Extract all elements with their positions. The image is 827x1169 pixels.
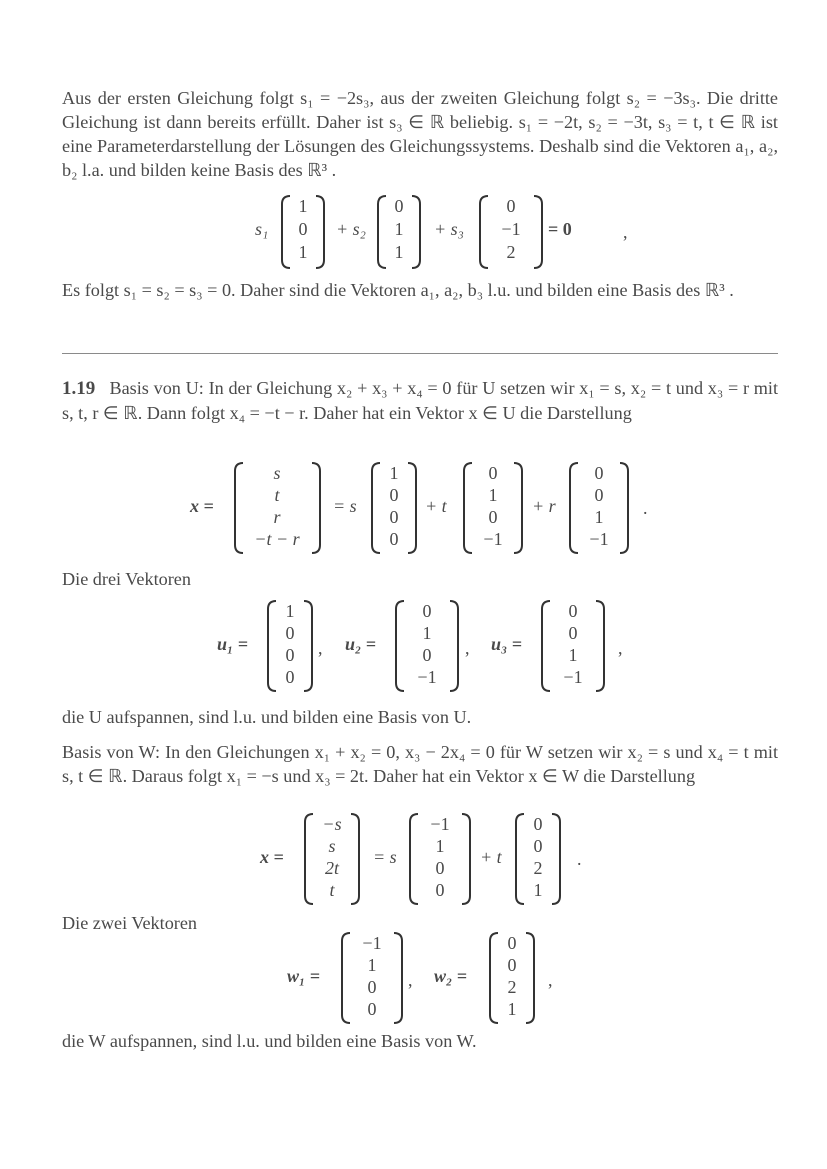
eq5-w1-entry-3: 0 <box>367 977 377 997</box>
eq3-u1-left-bracket <box>268 601 276 691</box>
eq4-v2-right-bracket <box>552 814 560 904</box>
eq1-end-punct: , <box>623 222 628 242</box>
eq5-name-w2: w₂ = <box>434 966 468 986</box>
eq4-v1-entry-3: 0 <box>435 858 445 878</box>
eq1-v2-entry-2: 1 <box>394 219 404 239</box>
eq5-w2-entry-4: 1 <box>507 999 517 1019</box>
eq1-v1-left-bracket <box>282 196 290 268</box>
equation-4-svg <box>0 811 827 907</box>
equation-3-svg <box>0 598 827 694</box>
equation-basis-W <box>0 930 827 1030</box>
eq1-v2-entry-1: 0 <box>394 196 404 216</box>
eq3-u3-entry-4: −1 <box>563 667 583 687</box>
eq5-w2-left-bracket <box>490 933 498 1023</box>
eq2-v1-entry-2: 0 <box>389 485 399 505</box>
paragraph-basis-W-intro: Basis von W: In den Gleichungen x₁ + x₂ = 0, x₃ − 2x₄ = 0 für W setzen wir x₂ = s und x₄ = t mit s, t ∈ ℝ. Daraus folgt x₁ = −s und x₃ = 2t. Daher hat ein Vektor x ∈ W die Darstellung <box>62 742 778 786</box>
eq1-coef3: + s₃ <box>434 219 464 239</box>
eq3-u1-right-bracket <box>304 601 312 691</box>
eq2-v3-entry-4: −1 <box>589 529 609 549</box>
eq1-coef1: s₁ <box>255 219 269 239</box>
eq2-v2-entry-2: 1 <box>488 485 498 505</box>
eq2-v2-right-bracket <box>514 463 522 553</box>
eq5-w1-right-bracket <box>394 933 402 1023</box>
eq3-end-punct: , <box>618 638 623 658</box>
eq2-v0-entry-4: −t − r <box>254 529 300 549</box>
eq5-w1-entry-2: 1 <box>367 955 377 975</box>
equation-parametrization-W <box>0 811 827 911</box>
eq4-coef2: + t <box>480 847 502 867</box>
eq3-u2-entry-2: 1 <box>422 623 432 643</box>
eq3-u2-entry-1: 0 <box>422 601 432 621</box>
equation-parametrization-U <box>0 460 827 560</box>
eq1-v2-left-bracket <box>378 196 386 268</box>
eq4-v2-left-bracket <box>516 814 524 904</box>
eq2-v2-left-bracket <box>464 463 472 553</box>
eq5-w2-entry-1: 0 <box>507 933 517 953</box>
eq1-v3-left-bracket <box>480 196 488 268</box>
eq4-v1-entry-4: 0 <box>435 880 445 900</box>
paragraph-solution-independent: Es folgt s₁ = s₂ = s₃ = 0. Daher sind die Vektoren a₁, a₂, b₃ l.u. und bilden eine Basis des ℝ³ . <box>62 280 734 300</box>
eq4-v1-entry-2: 1 <box>435 836 445 856</box>
eq2-end-punct: . <box>643 498 648 518</box>
eq2-v1-right-bracket <box>408 463 416 553</box>
eq2-coef2: + t <box>425 496 447 516</box>
eq2-v3-entry-3: 1 <box>594 507 604 527</box>
paragraph-three-vectors: Die drei Vektoren <box>62 569 191 589</box>
eq1-rhs: = 0 <box>548 219 572 239</box>
eq4-coef1: = s <box>373 847 397 867</box>
eq4-end-punct: . <box>577 849 582 869</box>
eq3-name-u3: u₃ = <box>491 634 523 654</box>
eq3-u3-right-bracket <box>596 601 604 691</box>
eq5-w2-entry-2: 0 <box>507 955 517 975</box>
eq5-w2-entry-3: 2 <box>507 977 517 997</box>
equation-linear-combination-1 <box>0 192 827 292</box>
eq3-u2-entry-4: −1 <box>417 667 437 687</box>
eq2-v0-entry-3: r <box>273 507 281 527</box>
eq3-u3-entry-3: 1 <box>568 645 578 665</box>
eq2-lhs: x = <box>190 496 214 516</box>
eq3-u1-entry-4: 0 <box>285 667 295 687</box>
eq3-u3-entry-1: 0 <box>568 601 578 621</box>
eq2-v0-left-bracket <box>235 463 243 553</box>
eq1-v1-entry-3: 1 <box>298 242 308 262</box>
eq3-u2-entry-3: 0 <box>422 645 432 665</box>
eq5-sep: , <box>408 970 413 990</box>
eq2-v2-entry-3: 0 <box>488 507 498 527</box>
eq4-v1-left-bracket <box>410 814 418 904</box>
eq2-coef1: = s <box>333 496 357 516</box>
paragraph-two-vectors: Die zwei Vektoren <box>62 913 198 933</box>
eq4-v0-entry-1: −s <box>322 814 342 834</box>
eq2-v0-entry-1: s <box>273 463 281 483</box>
eq3-name-u2: u₂ = <box>345 634 377 654</box>
eq2-v3-left-bracket <box>570 463 578 553</box>
eq4-v0-entry-3: 2t <box>324 858 340 878</box>
eq2-v2-entry-4: −1 <box>483 529 503 549</box>
equation-basis-U <box>0 598 827 698</box>
section-number: 1.19 <box>62 378 96 399</box>
paragraph-basis-W: die W aufspannen, sind l.u. und bilden eine Basis von W. <box>62 1031 477 1051</box>
eq1-v1-right-bracket <box>316 196 324 268</box>
eq1-v3-right-bracket <box>534 196 542 268</box>
eq2-coef3: + r <box>532 496 556 516</box>
eq2-v1-entry-4: 0 <box>389 529 399 549</box>
eq2-v1-entry-3: 0 <box>389 507 399 527</box>
eq1-v3-entry-3: 2 <box>506 242 516 262</box>
eq2-v3-entry-2: 0 <box>594 485 604 505</box>
eq3-name-u1: u₁ = <box>217 634 249 654</box>
section-1-19-intro <box>62 376 778 425</box>
eq4-v0-left-bracket <box>305 814 313 904</box>
equation-1-svg <box>0 192 827 272</box>
eq4-v1-entry-1: −1 <box>430 814 450 834</box>
section-divider <box>62 353 778 354</box>
eq3-sep-2: , <box>465 638 470 658</box>
eq1-coef2: + s₂ <box>336 219 366 239</box>
eq4-v0-entry-4: t <box>329 880 335 900</box>
eq3-u3-left-bracket <box>542 601 550 691</box>
eq2-v2-entry-1: 0 <box>488 463 498 483</box>
eq3-u1-entry-3: 0 <box>285 645 295 665</box>
eq4-v0-right-bracket <box>351 814 359 904</box>
eq4-lhs: x = <box>260 847 284 867</box>
eq2-v1-entry-1: 1 <box>389 463 399 483</box>
eq5-w2-right-bracket <box>526 933 534 1023</box>
eq3-sep-1: , <box>318 638 323 658</box>
eq5-w1-entry-1: −1 <box>362 933 382 953</box>
eq1-v3-entry-2: −1 <box>501 219 521 239</box>
eq5-w1-left-bracket <box>342 933 350 1023</box>
eq2-v3-right-bracket <box>620 463 628 553</box>
eq5-end-punct: , <box>548 970 553 990</box>
eq3-u1-entry-2: 0 <box>285 623 295 643</box>
eq4-v2-entry-1: 0 <box>533 814 543 834</box>
eq1-v1-entry-2: 0 <box>298 219 308 239</box>
eq4-v0-entry-2: s <box>328 836 336 856</box>
eq1-v1-entry-1: 1 <box>298 196 308 216</box>
paragraph-basis-U: die U aufspannen, sind l.u. und bilden eine Basis von U. <box>62 707 472 727</box>
eq3-u3-entry-2: 0 <box>568 623 578 643</box>
eq1-v2-entry-3: 1 <box>394 242 404 262</box>
eq3-u2-right-bracket <box>450 601 458 691</box>
eq2-v0-entry-2: t <box>274 485 280 505</box>
section-1-19-text: Basis von U: In der Gleichung x₂ + x₃ + x₄ = 0 für U setzen wir x₁ = s, x₂ = t und x₃ = r mit s, t, r ∈ ℝ. Dann folgt x₄ = −t − r. Daher hat ein Vektor x ∈ U die Darstellung <box>62 378 778 423</box>
eq2-v1-left-bracket <box>372 463 380 553</box>
eq5-name-w1: w₁ = <box>287 966 321 986</box>
equation-2-svg <box>0 460 827 556</box>
eq4-v2-entry-4: 1 <box>533 880 543 900</box>
paragraph-solution-dependent: Aus der ersten Gleichung folgt s₁ = −2s₃, aus der zweiten Gleichung folgt s₂ = −3s₃. Die dritte Gleichung ist dann bereits erfüllt. Daher ist s₃ ∈ ℝ beliebig. s₁ = −2t, s₂ = −3t, s₃ = t, t ∈ ℝ ist eine Parameterdarstellung der Lösungen des Gleichungssystems. Deshalb sind die Vektoren a₁, a₂, b₂ l.a. und bilden keine Basis des ℝ³ . <box>62 88 778 180</box>
eq3-u1-entry-1: 1 <box>285 601 295 621</box>
eq1-v2-right-bracket <box>412 196 420 268</box>
equation-5-svg <box>0 930 827 1026</box>
eq1-v3-entry-1: 0 <box>506 196 516 216</box>
eq3-u2-left-bracket <box>396 601 404 691</box>
eq2-v0-right-bracket <box>312 463 320 553</box>
eq4-v2-entry-2: 0 <box>533 836 543 856</box>
eq5-w1-entry-4: 0 <box>367 999 377 1019</box>
eq4-v2-entry-3: 2 <box>533 858 543 878</box>
eq2-v3-entry-1: 0 <box>594 463 604 483</box>
eq4-v1-right-bracket <box>462 814 470 904</box>
